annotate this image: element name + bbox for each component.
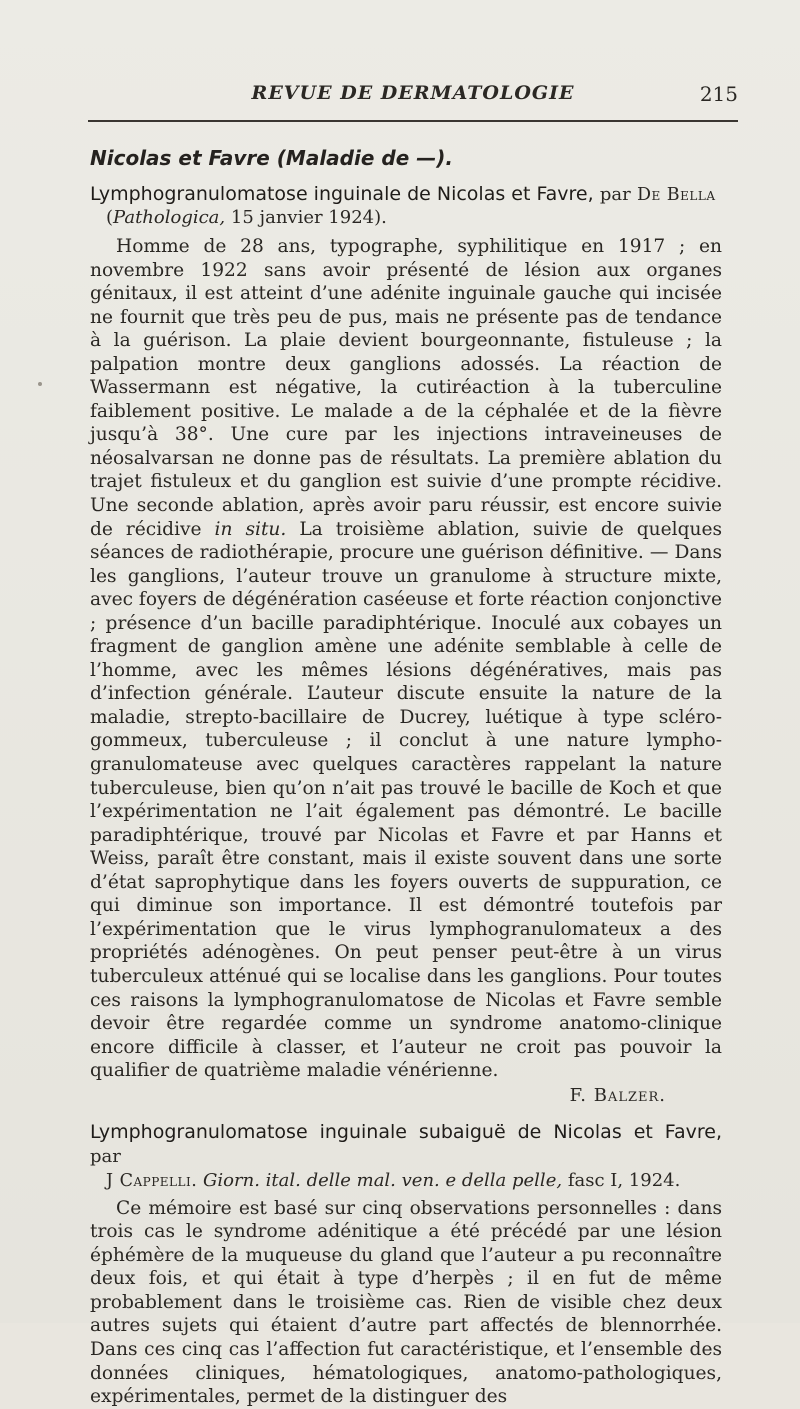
article-body-1 — [90, 235, 722, 1083]
reviewer-signature: F. Balzer. — [569, 1084, 666, 1106]
article-author: J Cappelli. — [106, 1170, 198, 1191]
header-rule — [88, 120, 738, 122]
journal-name: Giorn. ital. delle mal. ven. e della pelle, — [203, 1169, 563, 1191]
section-heading: Nicolas et Favre (Maladie de —). — [90, 146, 453, 170]
citation-date: 15 janvier 1924 — [230, 207, 375, 228]
journal-name: Pathologica, — [113, 207, 226, 228]
article-heading-1 — [90, 182, 722, 207]
body-text-part: La troisième ablation, suivie de quelques séances de radiothérapie, procure une guérison définitive. — Dans les ganglions, l’auteur trouve un granulome à structure mixte, avec foyers de dégénération caséeuse et forte réaction conjonctive ; présence d’un bacille paradiphtérique. Inoculé aux cobayes un fragment de ganglion amène une adénite semblable à celle de l’homme, avec les mêmes lésions dégénératives, mais pas d’infection générale. L’auteur discute ensuite la nature de la maladie, strepto-bacillaire de Ducrey, luétique à type scléro-gommeux, tuberculeuse ; il conclut à une nature lympho-granulomateuse avec quelques caractères rappelant la nature tuberculeuse, bien qu’on n’ait pas trouvé le bacille de Koch et que l’expérimentation ne l’ait également pas démontré. Le bacille paradiphtérique, trouvé par Nicolas et Favre et par Hanns et Weiss, paraît être constant, mais il existe souvent dans une sorte d’état saprophytique dans les foyers ouverts de suppuration, ce qui diminue son importance. Il est démontré toutefois par l’expérimentation que le virus lymphogranulomateux a des propriétés adénogènes. On peut penser peut-être à un virus tuberculeux atténué qui se localise dans les ganglions. Pour toutes ces raisons la lymphogranulomatose de Nicolas et Favre semble devoir être regardée comme un syndrome anatomo-clinique encore difficile à classer, et l’auteur ne croit pas pouvoir la qualifier de quatrième maladie vénérienne. — [90, 518, 723, 1082]
page-content — [90, 140, 722, 1409]
article-author: De Bella — [636, 185, 716, 205]
article-heading-2 — [90, 1120, 722, 1169]
body-text-part: Homme de 28 ans, typographe, syphilitique en 1917 ; en novembre 1922 sans avoir présenté de lésion aux organes génitaux, il est atteint d’une adénite inguinale gauche qui incisée ne fournit que très peu de pus, mais ne présente pas de tendance à la guérison. La plaie devient bourgeonnante, fistuleuse ; la palpation montre deux ganglions adossés. La réaction de Wassermann est négative, la cutiréaction à la tuberculine faiblement positive. Le malade a de la céphalée et de la fièvre jusqu’à 38°. Une cure par les injections intraveineuses de néosalvarsan ne donne pas de résultats. La première ablation du trajet fistuleux et du ganglion est suivie d’une prompte récidive. Une seconde ablation, après avoir paru réussir, est encore suivie de récidive — [90, 236, 722, 540]
journal-running-title: REVUE DE DERMATOLOGIE — [251, 82, 575, 104]
by-word: par — [90, 1145, 121, 1167]
by-word: par — [599, 184, 631, 205]
article-citation: (Pathologica, 15 janvier 1924). — [106, 207, 387, 228]
paper-speck — [38, 382, 42, 386]
article-title: Lymphogranulomatose inguinale subaiguë de Nicolas et Favre, — [90, 1120, 722, 1143]
running-head — [88, 82, 738, 112]
page-number: 215 — [699, 82, 738, 106]
article-citation — [106, 1169, 722, 1193]
body-italic-text: in situ. — [214, 518, 287, 540]
article-title: Lymphogranulomatose inguinale de Nicolas et Favre, — [90, 183, 594, 205]
article-body-2: Ce mémoire est basé sur cinq observations personnelles : dans trois cas le syndrome adénitique a été précédé par une lésion éphémère de la muqueuse du gland que l’auteur a pu reconnaître deux fois, et qui était à type d’herpès ; il en fut de même probablement dans le troisième cas. Rien de visible chez deux autres sujets qui étaient d’autre part affectés de blennorrhée. Dans ces cinq cas l’affection fut caractéristique, et l’ensemble des données cliniques, hématologiques, anatomo-pathologiques, expérimentales, permet de la distinguer des — [90, 1197, 722, 1408]
citation-issue: fasc I, 1924. — [567, 1169, 681, 1191]
